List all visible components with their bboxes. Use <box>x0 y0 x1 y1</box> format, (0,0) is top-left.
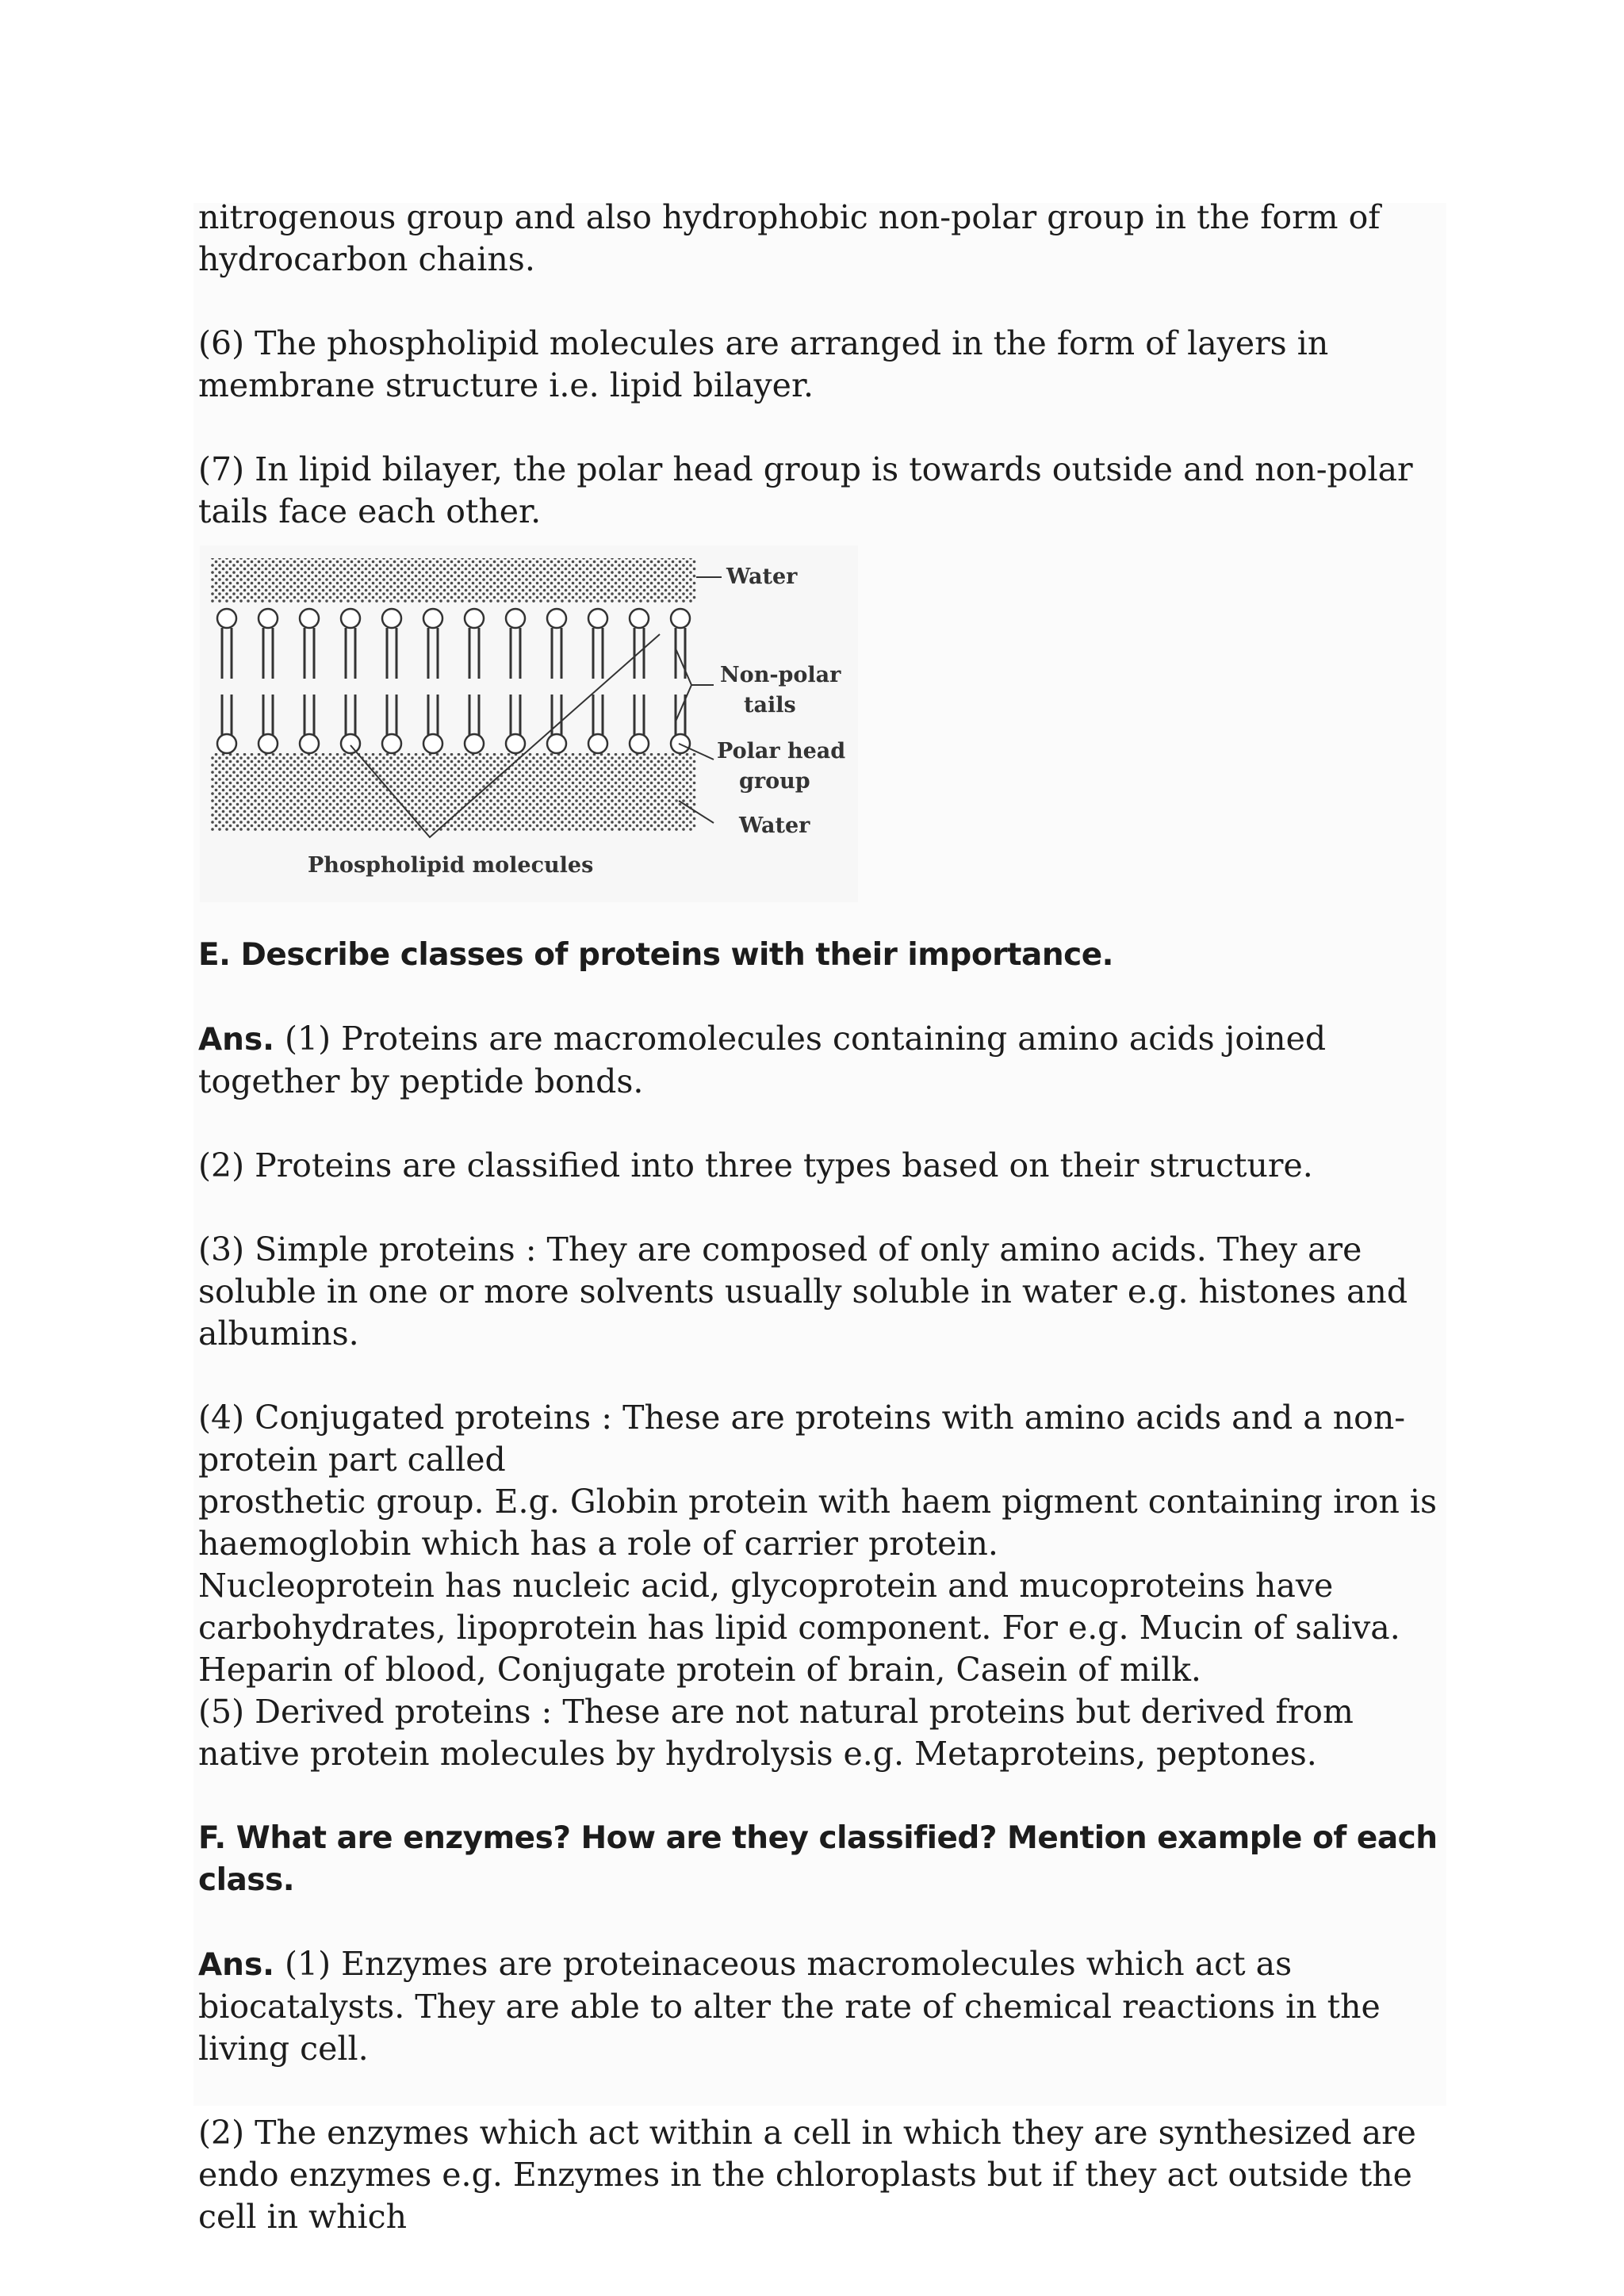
phospholipid-top <box>630 609 649 679</box>
lipid-bilayer-diagram <box>200 545 858 902</box>
phospholipid-bottom <box>465 695 484 753</box>
phospholipid-bottom <box>382 695 401 753</box>
section-f-paragraph-1 <box>198 1943 1443 2070</box>
label-nonpolar-1: Non-polar <box>720 663 841 687</box>
section-e-paragraph-4b: prosthetic group. E.g. Globin protein with haem pigment containing iron is haemoglobin which has a role of carrier protein. <box>198 1483 1438 1563</box>
section-e-paragraph-2: (2) Proteins are classified into three types based on their structure. <box>198 1146 1313 1184</box>
phospholipid-bottom <box>341 695 360 753</box>
phospholipid-top <box>341 609 360 679</box>
phospholipid-molecules <box>217 609 690 753</box>
section-e-paragraph-1 <box>198 1018 1443 1103</box>
phospholipid-top <box>423 609 442 679</box>
section-e-paragraph-4c: Nucleoprotein has nucleic acid, glycoprotein and mucoproteins have carbohydrates, lipoprotein has lipid component. For e.g. Mucin of saliva. Heparin of blood, Conjugate protein of brain, Casein of milk. <box>198 1567 1400 1689</box>
phospholipid-bottom <box>630 695 649 753</box>
phospholipid-bottom <box>259 695 278 753</box>
water-layer-top <box>211 558 696 603</box>
label-polar-1: Polar head <box>717 739 846 763</box>
water-layer-bottom <box>211 753 696 831</box>
phospholipid-bottom <box>300 695 319 753</box>
answer-text: (1) Enzymes are proteinaceous macromolecules which act as biocatalysts. They are able to alter the rate of chemical reactions in the living cell. <box>198 1945 1381 2068</box>
phospholipid-top <box>506 609 525 679</box>
label-water-bottom: Water <box>739 813 810 838</box>
label-polar-2: group <box>739 769 810 794</box>
paragraph-7: (7) In lipid bilayer, the polar head group is towards outside and non-polar tails face each other. <box>198 450 1413 530</box>
section-e-paragraph-3: (3) Simple proteins : They are composed of only amino acids. They are soluble in one or more solvents usually soluble in water e.g. histones and albumins. <box>198 1230 1408 1353</box>
phospholipid-bottom <box>217 695 236 753</box>
section-e-heading: E. Describe classes of proteins with their importance. <box>198 937 1113 973</box>
section-f-heading: F. What are enzymes? How are they classified? Mention example of each class. <box>198 1820 1438 1898</box>
phospholipid-top <box>547 609 566 679</box>
phospholipid-top <box>588 609 607 679</box>
phospholipid-top <box>259 609 278 679</box>
document-body <box>198 197 1443 2280</box>
label-phospholipid: Phospholipid molecules <box>308 853 594 878</box>
label-nonpolar-2: tails <box>744 693 796 718</box>
paragraph-6: (6) The phospholipid molecules are arranged in the form of layers in membrane structure i.e. lipid bilayer. <box>198 324 1329 404</box>
answer-text: (1) Proteins are macromolecules containing amino acids joined together by peptide bonds. <box>198 1020 1327 1100</box>
label-water-top: Water <box>726 564 798 589</box>
phospholipid-top <box>217 609 236 679</box>
phospholipid-bottom <box>423 695 442 753</box>
section-e-paragraph-5: (5) Derived proteins : These are not natural proteins but derived from native protein molecules by hydrolysis e.g. Metaproteins, peptones. <box>198 1693 1354 1773</box>
phospholipid-top <box>300 609 319 679</box>
phospholipid-bottom <box>547 695 566 753</box>
section-e-paragraph-4a: (4) Conjugated proteins : These are proteins with amino acids and a non-protein part called <box>198 1399 1406 1479</box>
answer-label: Ans. <box>198 1022 274 1058</box>
paragraph-continuation: nitrogenous group and also hydrophobic non-polar group in the form of hydrocarbon chains. <box>198 198 1381 278</box>
lipid-bilayer-figure <box>200 545 858 902</box>
phospholipid-top <box>465 609 484 679</box>
phospholipid-top <box>382 609 401 679</box>
section-f-paragraph-2: (2) The enzymes which act within a cell in which they are synthesized are endo enzymes e.g. Enzymes in the chloroplasts but if they act outside the cell in which <box>198 2114 1416 2236</box>
phospholipid-bottom <box>506 695 525 753</box>
answer-label: Ans. <box>198 1947 274 1983</box>
phospholipid-bottom <box>588 695 607 753</box>
phospholipid-top <box>671 609 690 679</box>
